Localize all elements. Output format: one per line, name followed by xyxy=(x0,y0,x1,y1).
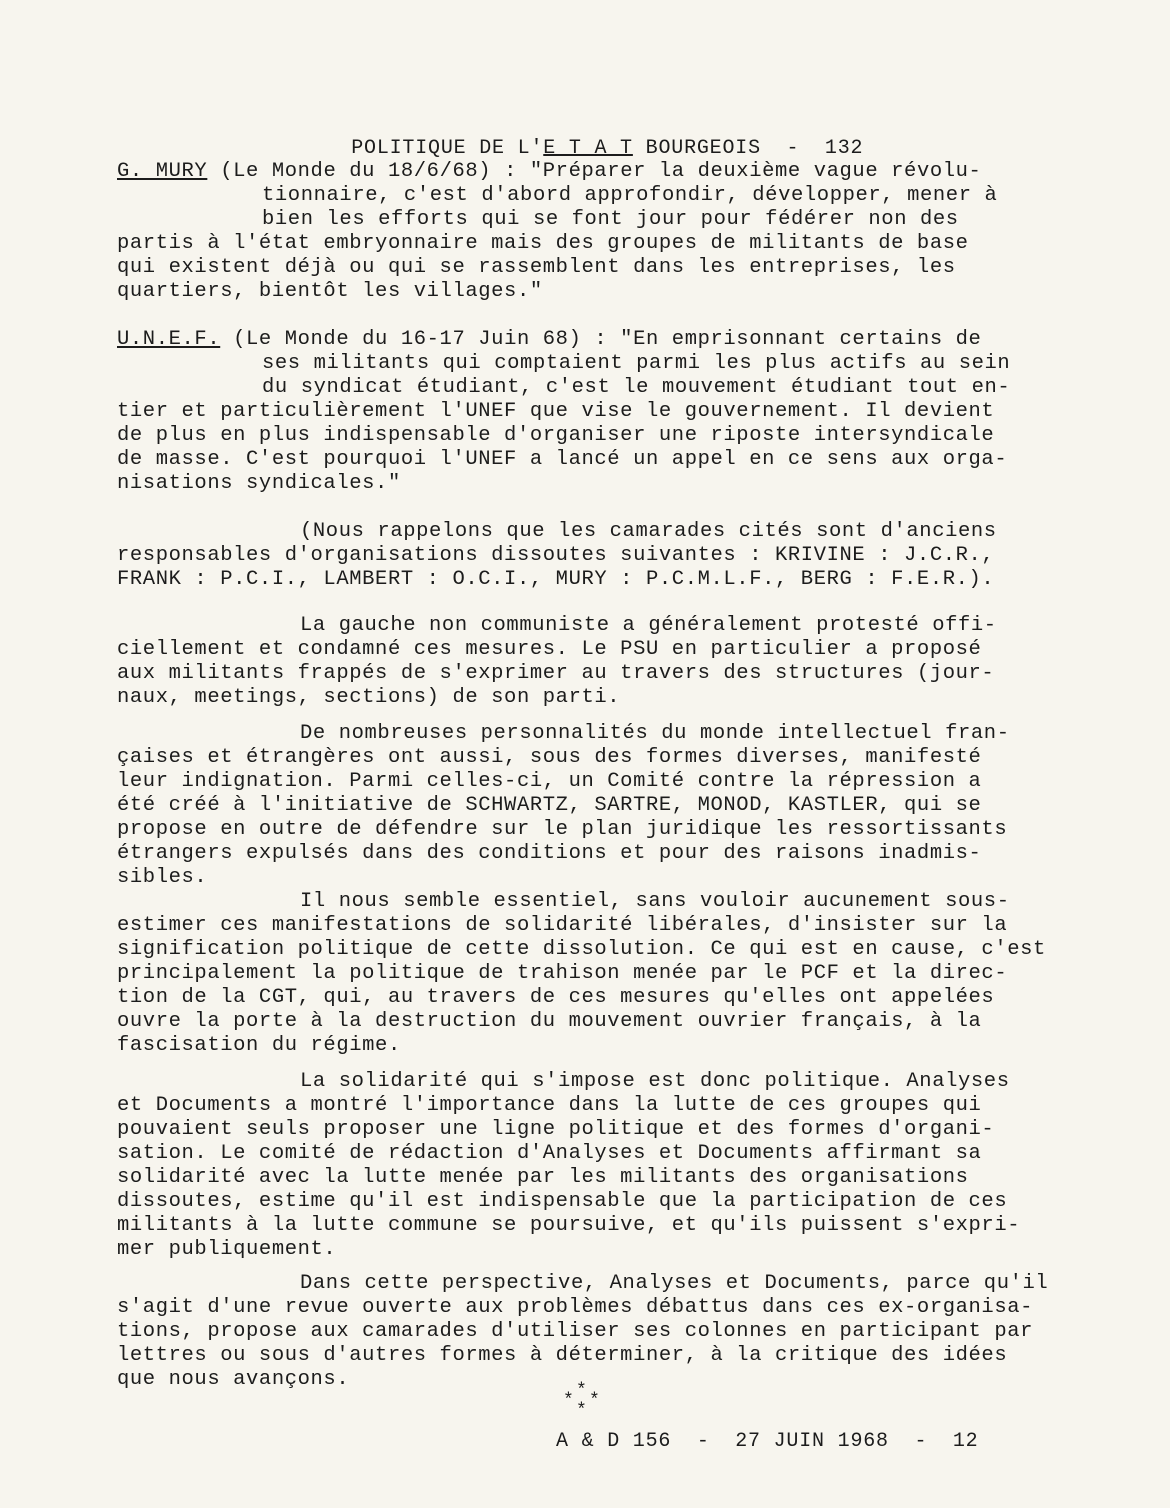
personnalites-line-6: sibles. xyxy=(117,866,208,889)
rappel-line-2: FRANK : P.C.I., LAMBERT : O.C.I., MURY : P.C.M.L.F., BERG : F.E.R.). xyxy=(117,568,995,591)
unef-line-2: du syndicat étudiant, c'est le mouvement étudiant tout en- xyxy=(262,376,1011,399)
personnalites-line-0: De nombreuses personnalités du monde intellectuel fran- xyxy=(300,722,1010,745)
unef-line-1: ses militants qui comptaient parmi les plus actifs au sein xyxy=(262,352,1011,375)
perspective-line-2: tions, propose aux camarades d'utiliser ses colonnes en participant par xyxy=(117,1320,1034,1343)
unef-line-4: de plus en plus indispensable d'organiser une riposte intersyndicale xyxy=(117,424,995,447)
gauche-line-3: naux, meetings, sections) de son parti. xyxy=(117,686,621,709)
personnalites-line-3: été créé à l'initiative de SCHWARTZ, SARTRE, MONOD, KASTLER, qui se xyxy=(117,794,982,817)
solidarite-line-0: La solidarité qui s'impose est donc politique. Analyses xyxy=(300,1070,1010,1093)
essentiel-line-0: Il nous semble essentiel, sans vouloir aucunement sous- xyxy=(300,890,1010,913)
mury-text-0: (Le Monde du 18/6/68) : "Préparer la deuxième vague révolu- xyxy=(207,160,982,183)
unef-line-3: tier et particulièrement l'UNEF que vise le gouvernement. Il devient xyxy=(117,400,995,423)
essentiel-line-4: tion de la CGT, qui, au travers de ces mesures qu'elles ont appelées xyxy=(117,986,995,1009)
essentiel-line-3: principalement la politique de trahison menée par le PCF et la direc- xyxy=(117,962,1008,985)
solidarite-line-2: pouvaient seuls proposer une ligne politique et des formes d'organi- xyxy=(117,1118,995,1141)
mury-line-0 xyxy=(117,160,981,184)
unef-text-0: (Le Monde du 16-17 Juin 68) : "En emprisonnant certains de xyxy=(220,328,982,351)
mury-name: G. MURY xyxy=(117,160,208,183)
unef-line-0 xyxy=(117,328,981,352)
mury-line-3: partis à l'état embryonnaire mais des groupes de militants de base xyxy=(117,232,969,255)
essentiel-line-5: ouvre la porte à la destruction du mouvement ouvrier français, à la xyxy=(117,1010,982,1033)
separator-star-top: * xyxy=(576,1381,587,1401)
header-suffix: BOURGEOIS - 132 xyxy=(632,137,864,160)
header-etat: E T A T xyxy=(543,137,633,160)
unef-line-5: de masse. C'est pourquoi l'UNEF a lancé un appel en ce sens aux orga- xyxy=(117,448,1008,471)
gauche-line-1: ciellement et condamné ces mesures. Le PSU en particulier a proposé xyxy=(117,638,982,661)
mury-line-4: qui existent déjà ou qui se rassemblent dans les entreprises, les xyxy=(117,256,956,279)
solidarite-line-3: sation. Le comité de rédaction d'Analyses et Documents affirmant sa xyxy=(117,1142,982,1165)
unef-name: U.N.E.F. xyxy=(117,328,221,351)
header-prefix: POLITIQUE DE L' xyxy=(351,137,544,160)
solidarite-line-5: dissoutes, estime qu'il est indispensable que la participation de ces xyxy=(117,1190,1008,1213)
mury-line-5: quartiers, bientôt les villages." xyxy=(117,280,543,303)
separator-star-right: * xyxy=(589,1391,600,1411)
separator-star-bottom: * xyxy=(576,1401,587,1421)
perspective-line-4: que nous avançons. xyxy=(117,1368,350,1391)
separator-star-left: * xyxy=(563,1391,574,1411)
mury-line-1: tionnaire, c'est d'abord approfondir, développer, mener à xyxy=(262,184,998,207)
rappel-line-1: responsables d'organisations dissoutes suivantes : KRIVINE : J.C.R., xyxy=(117,544,995,567)
perspective-line-3: lettres ou sous d'autres formes à déterminer, à la critique des idées xyxy=(117,1344,1008,1367)
perspective-line-0: Dans cette perspective, Analyses et Documents, parce qu'il xyxy=(300,1272,1049,1295)
essentiel-line-2: signification politique de cette dissolution. Ce qui est en cause, c'est xyxy=(117,938,1046,961)
essentiel-line-1: estimer ces manifestations de solidarité libérales, d'insister sur la xyxy=(117,914,1008,937)
mury-line-2: bien les efforts qui se font jour pour fédérer non des xyxy=(262,208,959,231)
solidarite-line-1: et Documents a montré l'importance dans la lutte de ces groupes qui xyxy=(117,1094,982,1117)
rappel-line-0: (Nous rappelons que les camarades cités sont d'anciens xyxy=(300,520,997,543)
perspective-line-1: s'agit d'une revue ouverte aux problèmes débattus dans ces ex-organisa- xyxy=(117,1296,1034,1319)
personnalites-line-1: çaises et étrangères ont aussi, sous des formes diverses, manifesté xyxy=(117,746,982,769)
personnalites-line-4: propose en outre de défendre sur le plan juridique les ressortissants xyxy=(117,818,1008,841)
solidarite-line-4: solidarité avec la lutte menée par les militants des organisations xyxy=(117,1166,969,1189)
gauche-line-2: aux militants frappés de s'exprimer au travers des structures (jour- xyxy=(117,662,995,685)
solidarite-line-6: militants à la lutte commune se poursuive, et qu'ils puissent s'expri- xyxy=(117,1214,1021,1237)
page-footer: A & D 156 - 27 JUIN 1968 - 12 xyxy=(556,1430,979,1453)
essentiel-line-6: fascisation du régime. xyxy=(117,1034,401,1057)
unef-line-6: nisations syndicales." xyxy=(117,472,401,495)
personnalites-line-5: étrangers expulsés dans des conditions et pour des raisons inadmis- xyxy=(117,842,982,865)
gauche-line-0: La gauche non communiste a généralement protesté offi- xyxy=(300,614,997,637)
personnalites-line-2: leur indignation. Parmi celles-ci, un Comité contre la répression a xyxy=(117,770,982,793)
solidarite-line-7: mer publiquement. xyxy=(117,1238,337,1261)
